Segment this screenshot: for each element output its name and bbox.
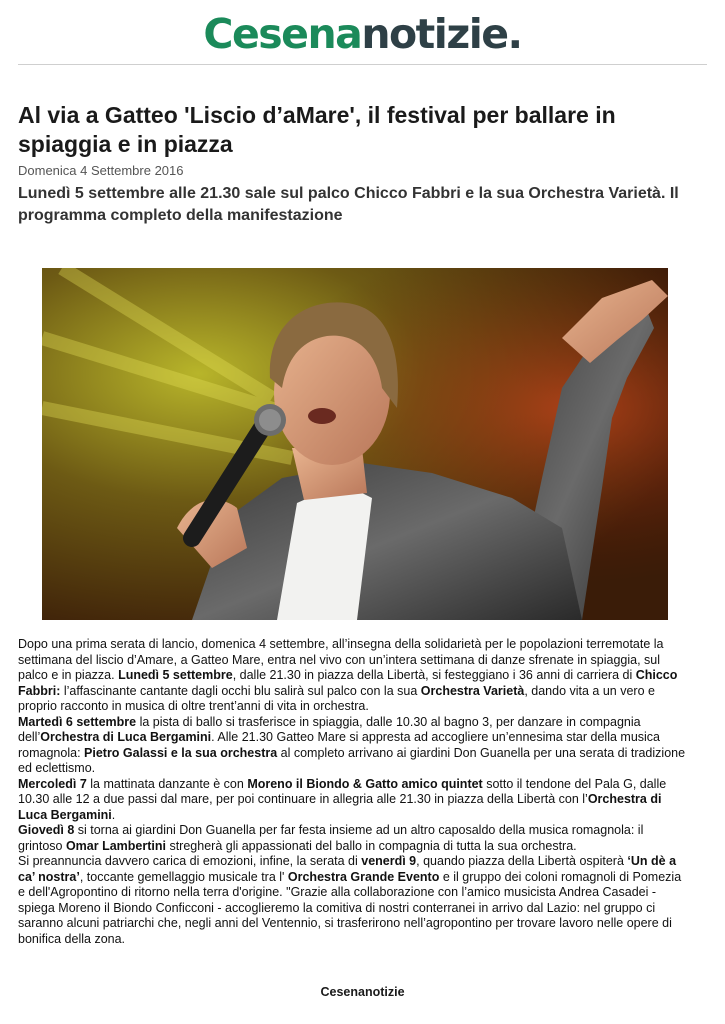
text-run: .: [111, 807, 116, 822]
text-run: Si preannuncia davvero carica di emozioni, infine, la serata di: [18, 854, 362, 868]
bold-run: Omar Lambertini: [65, 838, 166, 853]
text-run: al completo arrivano ai giardini Don Guanella per una serata di tradizione ed eclettismo.: [18, 745, 686, 775]
logo-part-cesena: Cesena: [203, 10, 362, 58]
text-run: Dopo una prima serata di lancio, domenica 4 settembre, all’insegna della solidarietà per le popolazioni terremotate la settimana del liscio d’Amare, a Gatteo Mare, entra nel vivo con un’intera settimana di danze sfrenate in spiaggia, sul palco e in piazza.: [18, 637, 664, 682]
paragraph-wednesday: [18, 777, 690, 824]
bold-run: Orchestra Varietà: [420, 683, 525, 698]
bold-run: Chicco Fabbri:: [18, 668, 678, 698]
logo-part-notizie: notizie.: [361, 10, 522, 58]
paragraph-tuesday: [18, 715, 690, 777]
bold-run: venerdì 9: [361, 854, 417, 868]
masthead: [0, 10, 725, 58]
bold-run: Giovedì 8: [18, 823, 75, 837]
bold-run: Pietro Galassi e la sua orchestra: [84, 745, 278, 760]
bold-run: Orchestra di Luca Bergamini: [18, 792, 662, 822]
bold-run: Mercoledì 7: [18, 776, 87, 791]
article-date: Domenica 4 Settembre 2016: [18, 163, 184, 178]
text-run: . Alle 21.30 Gatteo Mare si appresta ad accogliere un’ennesima star della musica romagnola:: [18, 730, 660, 760]
paragraph-friday: [18, 854, 690, 947]
article-lead: Lunedì 5 settembre alle 21.30 sale sul palco Chicco Fabbri e la sua Orchestra Varietà. Il programma completo della manifestazione: [18, 185, 679, 224]
text-run: stregherà gli appassionati del ballo in compagnia di tutta la sua orchestra.: [165, 838, 577, 853]
bold-run: Orchestra di Luca Bergamini: [40, 730, 212, 744]
text-run: sotto il tendone del Pala G, dalle 10.30 alle 12 a due passi dal mare, per poi continuare in allegria alle 21.30 in piazza della Libertà con l’: [18, 776, 667, 806]
text-run: la mattinata danzante è con: [86, 776, 248, 791]
bold-run: Martedì 6 settembre: [18, 714, 137, 729]
text-run: e il gruppo dei coloni romagnoli di Pomezia e dell'Agropontino di ritorno nella terra d'origine. "Grazie alla collaborazione con l’amico musicista Andrea Casadei - spiega Moreno il Biondo Conficconi - accoglieremo la comitiva di nostri conterranei in arrivo dal Lazio: nel gruppo ci saranno alcuni patriarchi che, negli anni del Ventennio, si trasferirono nell’agropontino per trovare lavoro nelle opere di bonifica della zona.: [18, 869, 682, 946]
article-title: Al via a Gatteo 'Liscio d’aMare', il festival per ballare in spiaggia e in piazza: [18, 102, 616, 157]
article-photo: [42, 268, 668, 620]
article-body: [18, 637, 690, 947]
text-run: , toccante gemellaggio musicale tra l': [79, 869, 288, 884]
paragraph-thursday: [18, 823, 690, 854]
text-run: l’affascinante cantante dagli occhi blu salirà sul palco con la sua: [60, 683, 421, 698]
text-run: , dalle 21.30 in piazza della Libertà, si festeggiano i 36 anni di carriera di: [232, 668, 636, 682]
bold-run: Orchestra Grande Evento: [287, 869, 440, 884]
text-run: , quando piazza della Libertà ospiterà: [416, 854, 628, 868]
site-logo[interactable]: [203, 10, 521, 58]
text-run: la pista di ballo si trasferisce in spiaggia, dalle 10.30 al bagno 3, per danzare in compagnia dell’: [18, 714, 641, 744]
bold-run: ‘Un dè a ca’ nostra’: [18, 854, 677, 884]
bold-run: Lunedì 5 settembre: [118, 668, 233, 682]
text-run: si torna ai giardini Don Guanella per far festa insieme ad un altro caposaldo della musica romagnola: il grintoso: [18, 823, 644, 853]
header-divider: [18, 64, 707, 65]
bold-run: Moreno il Biondo & Gatto amico quintet: [247, 776, 483, 791]
paragraph-monday: [18, 637, 690, 715]
page-footer: Cesenanotizie: [320, 985, 405, 999]
text-run: , dando vita a un vero e proprio racconto in musica di oltre trent’anni di vita in orchestra.: [18, 683, 655, 713]
